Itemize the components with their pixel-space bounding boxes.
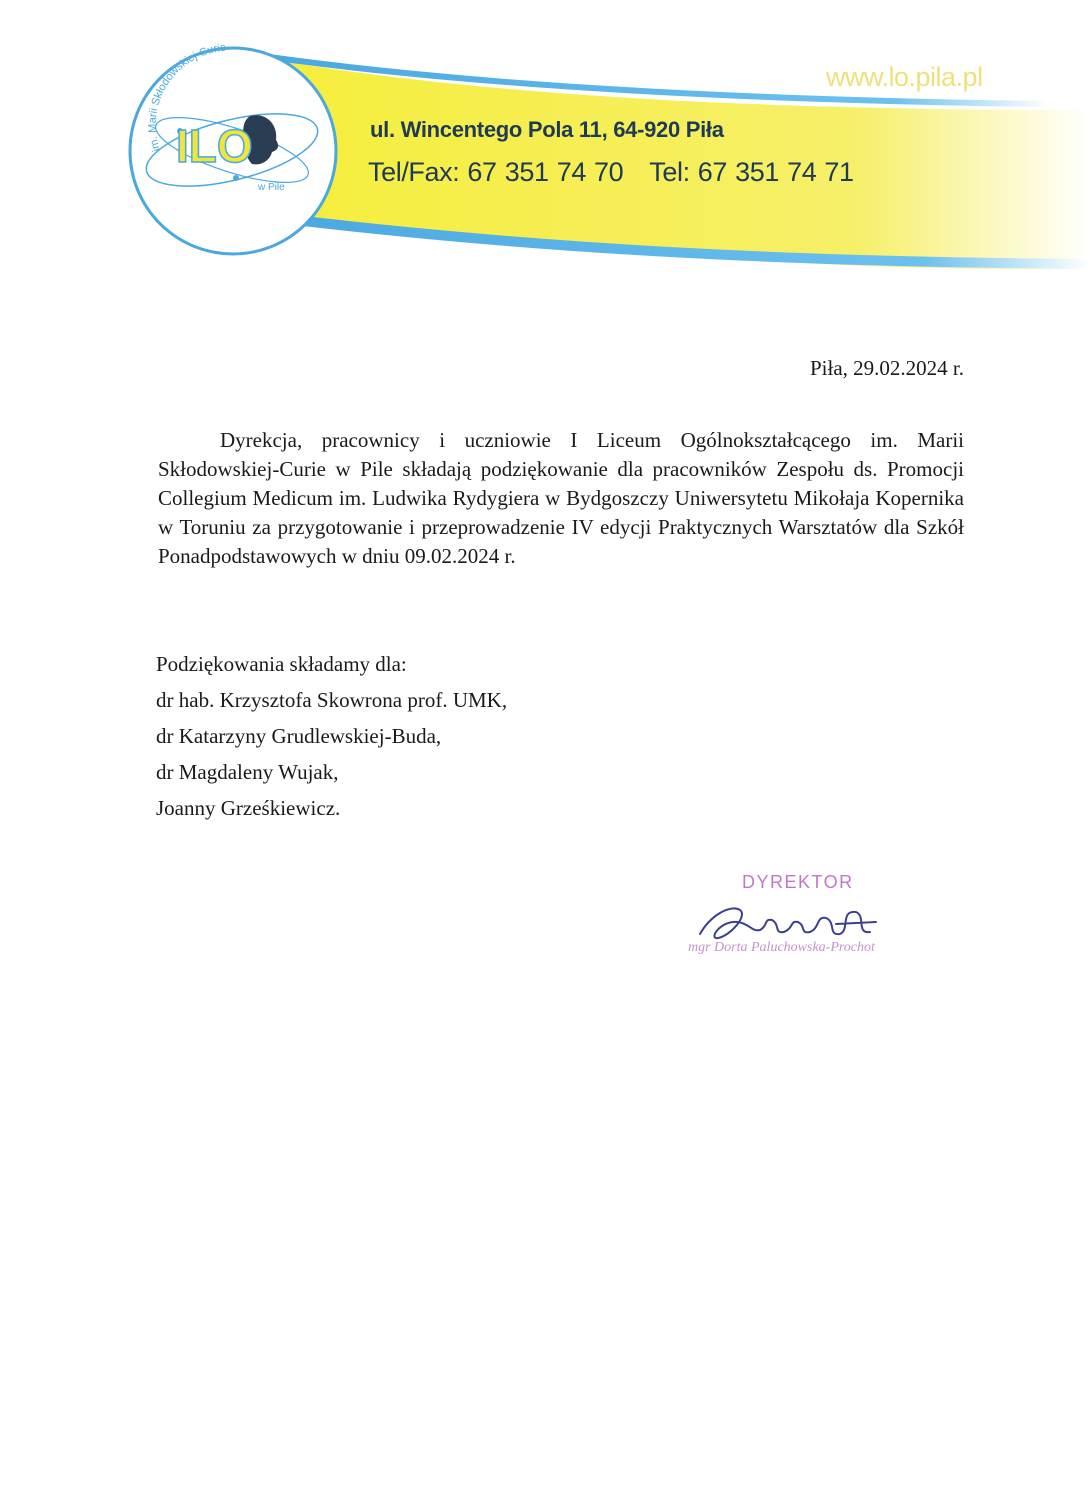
stamp-title: DYREKTOR	[742, 872, 854, 892]
logo-arc-text: im. Marii Skłodowskiej-Curie	[146, 41, 227, 153]
recipient: Joanny Grześkiewicz.	[156, 796, 341, 820]
letter-body: Dyrekcja, pracownicy i uczniowie I Liceum Ogólnokształcącego im. Marii Skłodowskiej-Curie w Pile składają podziękowanie dla pracowników Zespołu ds. Promocji Collegium Medicum im. Ludwika Rydygiera w Bydgoszczy Uniwersytetu Mikołaja Kopernika w Toruniu za przygotowanie i przeprowadzenie IV edycji Praktycznych Warsztatów dla Szkół Ponadpodstawowych w dniu 09.02.2024 r.	[158, 428, 964, 568]
tel-fax: Tel/Fax: 67 351 74 70	[368, 157, 624, 187]
letter-date: Piła, 29.02.2024 r.	[809, 356, 964, 380]
director-stamp	[680, 870, 930, 970]
letterhead-graphic	[0, 0, 1090, 300]
thanks-heading: Podziękowania składamy dla:	[156, 652, 407, 676]
handwritten-signature	[690, 896, 890, 946]
recipient: dr Katarzyny Grudlewskiej-Buda,	[156, 724, 442, 748]
recipient: dr hab. Krzysztofa Skowrona prof. UMK,	[156, 688, 508, 712]
school-address: ul. Wincentego Pola 11, 64-920 Piła	[370, 117, 724, 142]
logo-main-text: ILO	[176, 120, 253, 172]
tel: Tel: 67 351 74 71	[649, 157, 854, 187]
letterhead	[0, 0, 1090, 300]
website-url: www.lo.pila.pl	[826, 62, 983, 92]
stamp-name: mgr Dorta Paluchowska-Prochot	[688, 940, 875, 955]
logo-sub-text: w Pile	[258, 182, 285, 193]
recipient: dr Magdaleny Wujak,	[156, 760, 339, 784]
phone-line	[368, 157, 854, 188]
thanks-section	[156, 646, 507, 826]
